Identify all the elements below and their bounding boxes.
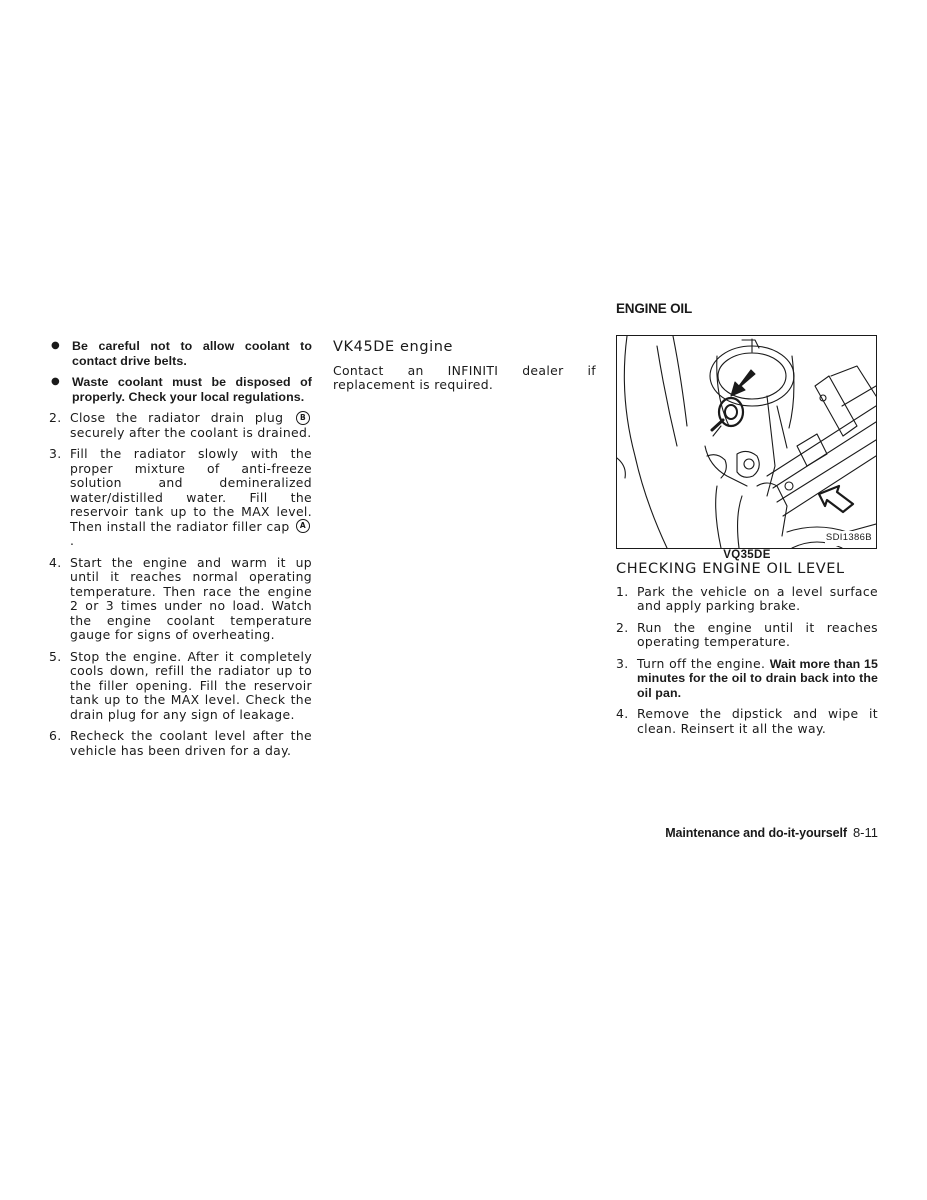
step-text: Turn off the engine. Wait more than 15 minutes for the oil to drain back into the oil pan. [637,655,878,700]
footer-title: Maintenance and do-it-yourself [665,826,847,840]
step-number: 4. [49,554,62,570]
step-text: Remove the dipstick and wipe it clean. Reinsert it all the way. [637,706,878,736]
step-item [616,657,878,701]
bullet-item [49,375,312,404]
checking-oil-heading: CHECKING ENGINE OIL LEVEL [616,560,845,577]
callout-a-icon: A [296,519,310,533]
middle-column [333,340,596,393]
step-text: Stop the engine. After it completely cools down, refill the radiator up to the filler opening. Fill the reservoir tank up to the MAX level. Check the drain plug for any sign of leakage. [70,648,312,722]
step-number: 3. [49,446,62,461]
step-number: 4. [616,706,629,721]
callout-b-icon: B [296,411,310,425]
vk45de-text: Contact an INFINITI dealer if replacement is required. [333,362,596,392]
figure-caption: VQ35DE [723,548,771,561]
bullet-icon: ● [51,340,61,351]
bullet-text: Waste coolant must be disposed of properly. Check your local regulations. [72,375,312,404]
step-number: 3. [616,655,629,671]
vk45de-heading: VK45DE engine [333,339,454,355]
step-number: 5. [49,648,62,664]
bullet-item [49,339,312,368]
step-text: Fill the radiator slowly with the proper mixture of anti-freeze solution and demineralized water/distilled water. Fill the reservoir tank up to the MAX level. Then install the radiator filler cap A. [70,446,312,548]
section-title: ENGINE OIL [616,301,693,316]
step-item [616,621,878,650]
engine-oil-figure [616,335,877,549]
right-column [616,302,878,743]
step-text: Park the vehicle on a level surface and apply parking brake. [637,583,878,613]
page-number: 8-11 [852,825,878,840]
figure-code: SDI1386B [825,531,873,546]
step-item [49,650,312,723]
step-item [49,411,312,440]
step-text: Recheck the coolant level after the vehicle has been driven for a day. [70,728,312,758]
step-item [616,707,878,736]
step-number: 2. [49,410,62,425]
page-footer [665,825,878,840]
engine-illustration [617,336,876,548]
step-item [49,729,312,758]
bullet-text: Be careful not to allow coolant to contact drive belts. [72,339,312,368]
step-item [49,556,312,643]
step-item [616,585,878,614]
step-item [49,447,312,549]
bullet-icon: ● [51,376,61,387]
step-number: 6. [49,728,62,743]
step-number: 1. [616,583,629,599]
step-text: Start the engine and warm it up until it reaches normal operating temperature. Then race the engine 2 or 3 times under no load. Watch the engine coolant temperature gauge for signs of overheating. [70,554,312,642]
step-text: Run the engine until it reaches operating temperature. [637,619,878,649]
step-number: 2. [616,619,629,635]
left-column [49,339,312,765]
step-text: Close the radiator drain plug B securely after the coolant is drained. [70,410,312,440]
